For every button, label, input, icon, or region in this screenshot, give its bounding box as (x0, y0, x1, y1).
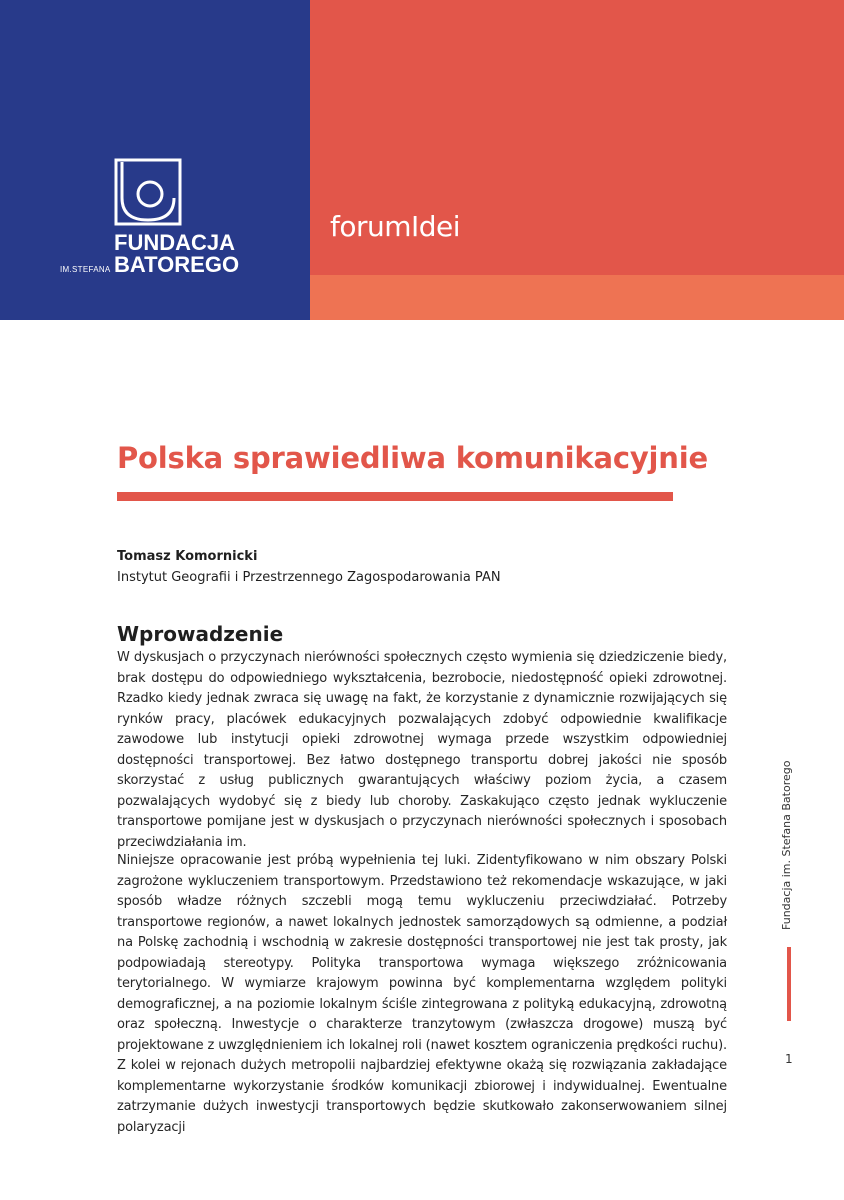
header-orange-band (310, 275, 844, 320)
page-number: 1 (785, 1052, 793, 1066)
author-name: Tomasz Komornicki (117, 549, 258, 564)
series-name: forumIdei (330, 210, 461, 243)
section-heading: Wprowadzenie (117, 622, 284, 646)
foundation-logo-icon (114, 158, 182, 228)
paragraph-2: Niniejsze opracowanie jest próbą wypełnienia tej luki. Zidentyfikowano w nim obszary Polski zagrożone wykluczeniem transportowym. Przedstawiono też rekomendacje wskazujące, w jaki sposób władze różnych szczebli mogą temu wykluczeniu przeciwdziałać. Potrzeby transportowe regionów, a nawet lokalnych jednostek samorządowych są odmienne, a podział na Polskę zachodnią i wschodnią w zakresie dostępności transportowej nie jest tak prosty, jak podpowiadają stereotypy. Polityka transportowa wymaga większego zróżnicowania terytorialnego. W wymiarze krajowym powinna być komplementarna względem polityki demograficznej, a na poziomie lokalnym ściśle zintegrowana z polityką edukacyjną, zdrowotną oraz społeczną. Inwestycje o charakterze tranzytowym (zwłaszcza drogowe) muszą być projektowane z uwzględnieniem ich lokalnej roli (nawet kosztem ograniczenia prędkości ruchu). Z kolei w rejonach dużych metropolii najbardziej efektywne okażą się rozwiązania zakładające komplementarne wykorzystanie środków komunikacji zbiorowej i indywidualnej. Ewentualne zatrzymanie dużych inwestycji transportowych będzie skutkowało zakonserwowaniem silnej polaryzacji (117, 853, 727, 1135)
logo-name-line2: BATOREGO (114, 252, 240, 277)
sidebar-accent-rule (787, 947, 791, 1021)
author-affiliation: Instytut Geografii i Przestrzennego Zagospodarowania PAN (117, 570, 501, 585)
logo-name-line1: FUNDACJA (114, 230, 235, 255)
logo-subtitle: IM.STEFANA (60, 265, 111, 274)
document-title: Polska sprawiedliwa komunikacyjnie (117, 441, 708, 475)
running-footer-text: Fundacja im. Stefana Batorego (780, 760, 793, 930)
title-underline (117, 492, 673, 501)
paragraph-1: W dyskusjach o przyczynach nierówności społecznych często wymienia się dziedziczenie biedy, brak dostępu do odpowiedniego wykształcenia, bezrobocie, niedostępność opieki zdrowotnej. Rzadko kiedy jednak zwraca się uwagę na fakt, że korzystanie z dynamicznie rozwijających się rynków pracy, placówek edukacyjnych pozwalających zdobyć odpowiednie kwalifikacje zawodowe lub instytucji opieki zdrowotnej wymaga przede wszystkim odpowiedniej dostępności transportowej. Bez łatwo dostępnego transportu dobrej jakości nie sposób skorzystać z usług publicznych gwarantujących właściwy poziom życia, a czasem pozwalających wydobyć się z biedy lub choroby. Zaskakująco często jednak wykluczenie transportowe pomijane jest w dyskusjach o przyczynach nierówności społecznych i sposobach przeciwdziałania im. (117, 650, 727, 850)
